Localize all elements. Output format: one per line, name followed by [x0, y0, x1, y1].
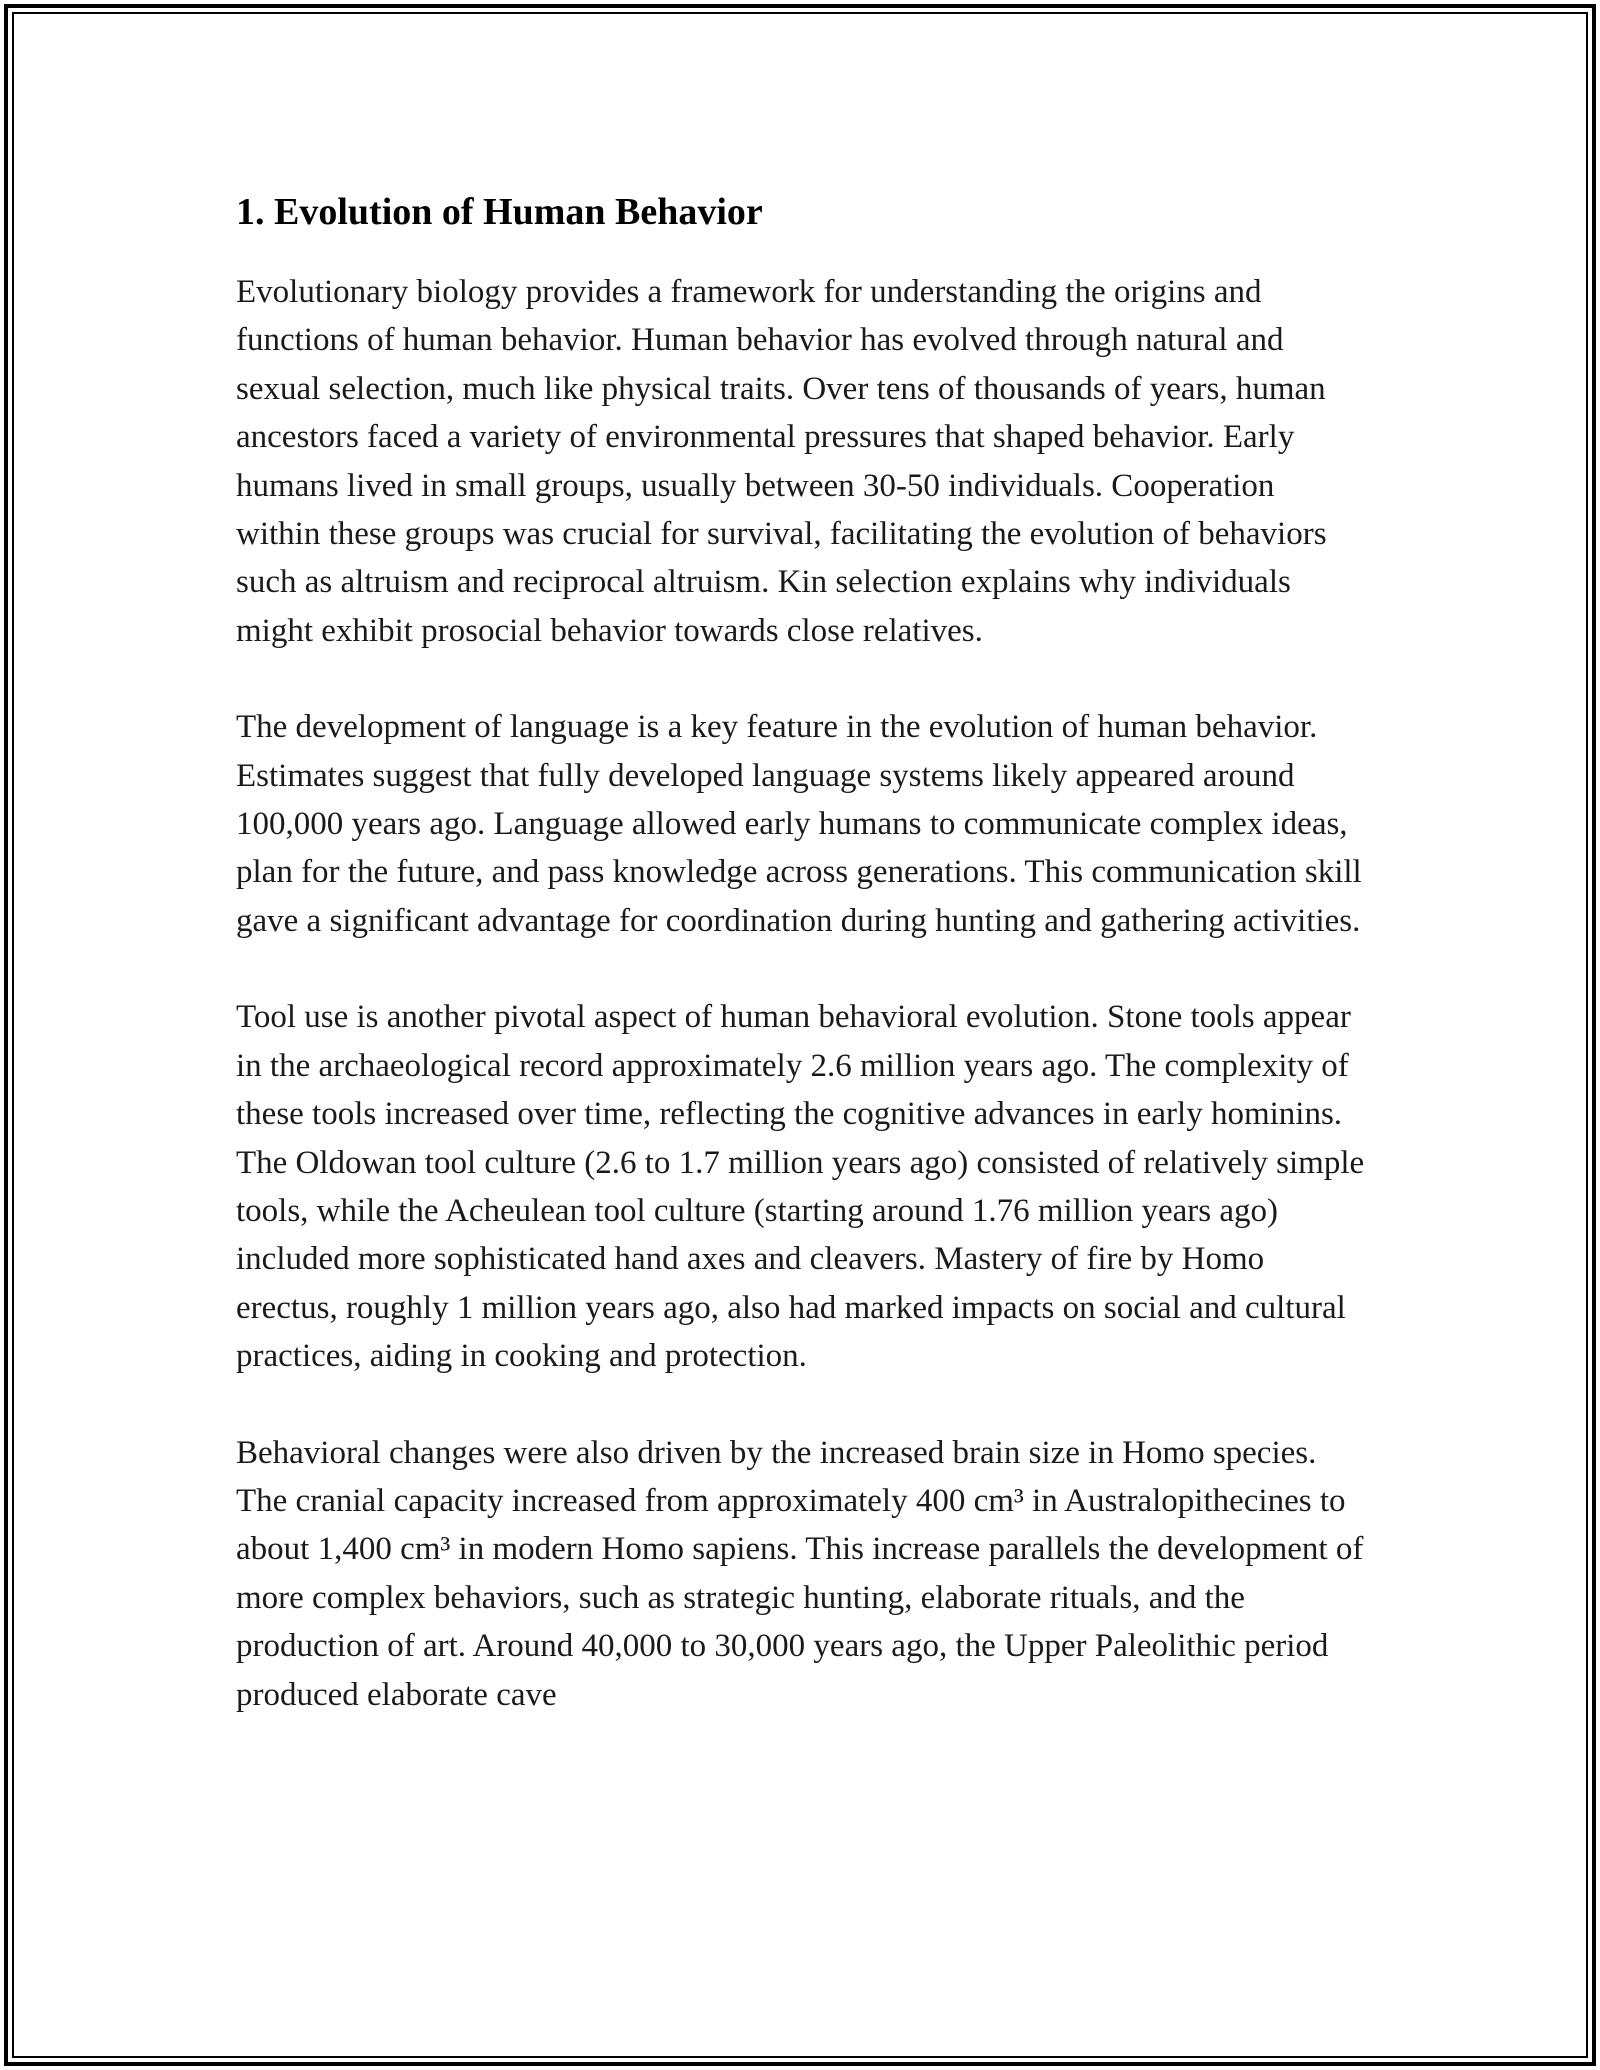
- paragraph-evolutionary-biology: Evolutionary biology provides a framework for understanding the origins and functions of human behavior. Human behavior has evolved through natural and sexual selection, much like physical traits. Over tens of thousands of years, human ancestors faced a variety of environmental pressures that shaped behavior. Early humans lived in small groups, usually between 30-50 individuals. Cooperation within these groups was crucial for survival, facilitating the evolution of behaviors such as altruism and reciprocal altruism. Kin selection explains why individuals might exhibit prosocial behavior towards close relatives.: [236, 274, 1327, 649]
- paragraph-language-development: The development of language is a key feature in the evolution of human behavior. Estimates suggest that fully developed language systems likely appeared around 100,000 years ago. Language allowed early humans to communicate complex ideas, plan for the future, and pass knowledge across generations. This communication skill gave a significant advantage for coordination during hunting and gathering activities.: [236, 709, 1362, 939]
- paragraph-brain-size: Behavioral changes were also driven by the increased brain size in Homo species. The cranial capacity increased from approximately 400 cm³ in Australopithecines to about 1,400 cm³ in modern Homo sapiens. This increase parallels the development of more complex behaviors, such as strategic hunting, elaborate rituals, and the production of art. Around 40,000 to 30,000 years ago, the Upper Paleolithic period produced elaborate cave: [236, 1434, 1364, 1713]
- section-heading: 1. Evolution of Human Behavior: [236, 191, 763, 233]
- paragraph-tool-use: Tool use is another pivotal aspect of human behavioral evolution. Stone tools appear in the archaeological record approximately 2.6 million years ago. The complexity of these tools increased over time, reflecting the cognitive advances in early hominins. The Oldowan tool culture (2.6 to 1.7 million years ago) consisted of relatively simple tools, while the Acheulean tool culture (starting around 1.76 million years ago) included more sophisticated hand axes and cleavers. Mastery of fire by Homo erectus, roughly 1 million years ago, also had marked impacts on social and cultural practices, aiding in cooking and protection.: [236, 999, 1365, 1375]
- document-content: [236, 186, 1366, 1767]
